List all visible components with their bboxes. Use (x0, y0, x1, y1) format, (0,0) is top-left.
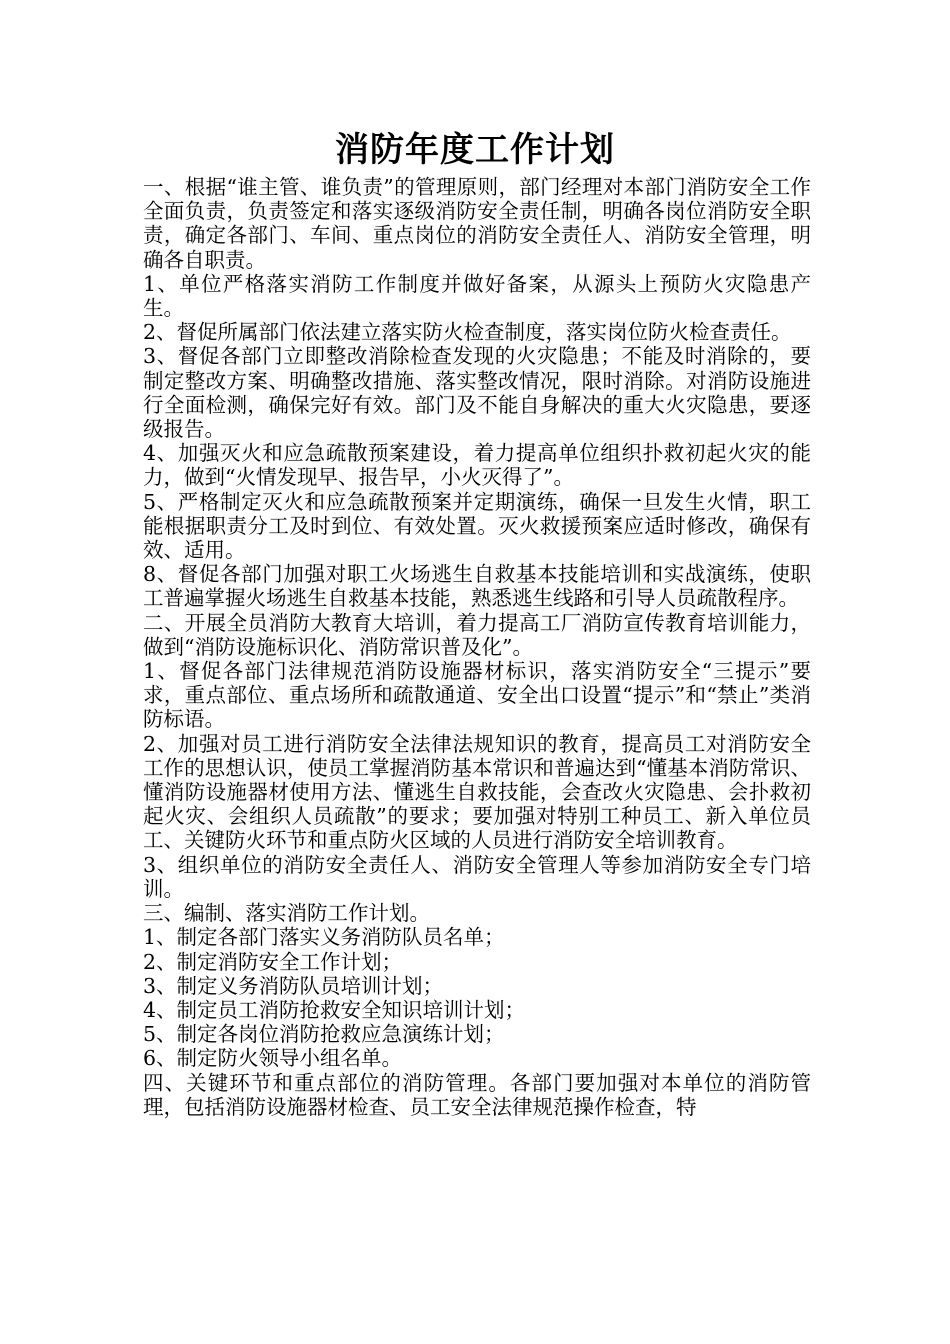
document-body (143, 175, 811, 1119)
paragraph-item: 2、督促所属部门依法建立落实防火检查制度，落实岗位防火检查责任。 (143, 320, 792, 345)
paragraph-section-4: 四、关键环节和重点部位的消防管理。各部门要加强对本单位的消防管理，包括消防设施器材检查、员工安全法律规范操作检查，特 (143, 1070, 811, 1119)
document-title: 消防年度工作计划 (335, 130, 615, 170)
paragraph-section-3: 三、编制、落实消防工作计划。 (143, 901, 430, 926)
paragraph-item: 4、制定员工消防抢救安全知识培训计划； (143, 997, 526, 1022)
paragraph-section-2: 二、开展全员消防大教育大培训，着力提高工厂消防宣传教育培训能力，做到“消防设施标识化、消防常识普及化”。 (143, 610, 811, 659)
paragraph-item: 3、组织单位的消防安全责任人、消防安全管理人等参加消防安全专门培训。 (143, 852, 811, 901)
paragraph-item: 3、督促各部门立即整改消除检查发现的火灾隐患；不能及时消除的，要制定整改方案、明确整改措施、落实整改情况，限时消除。对消防设施进行全面检测，确保完好有效。部门及不能自身解决的重大火灾隐患，要逐级报告。 (143, 344, 811, 442)
paragraph-item: 1、单位严格落实消防工作制度并做好备案，从源头上预防火灾隐患产生。 (143, 271, 811, 321)
paragraph-item: 3、制定义务消防队员培训计划； (143, 973, 444, 998)
paragraph-item: 1、督促各部门法律规范消防设施器材标识，落实消防安全“三提示”要求，重点部位、重点场所和疏散通道、安全出口设置“提示”和“禁止”类消防标语。 (143, 659, 811, 732)
paragraph-item: 1、制定各部门落实义务消防队员名单； (143, 925, 505, 950)
paragraph-item: 5、严格制定灭火和应急疏散预案并定期演练，确保一旦发生火情，职工能根据职责分工及时到位、有效处置。灭火救援预案应适时修改，确保有效、适用。 (143, 489, 811, 563)
paragraph-item: 5、制定各岗位消防抢救应急演练计划； (143, 1022, 505, 1047)
paragraph-item: 2、加强对员工进行消防安全法律法规知识的教育，提高员工对消防安全工作的思想认识，使员工掌握消防基本常识和普遍达到“懂基本消防常识、懂消防设施器材使用方法、懂逃生自救技能，会查改火灾隐患、会扑救初起火灾、会组织人员疏散”的要求；要加强对特别工种员工、新入单位员工、关键防火环节和重点防火区域的人员进行消防安全培训教育。 (143, 731, 811, 853)
paragraph-item: 4、加强灭火和应急疏散预案建设，着力提高单位组织扑救初起火灾的能力，做到“火情发现早、报告早，小火灭得了”。 (143, 441, 811, 490)
paragraph-item: 2、制定消防安全工作计划； (143, 949, 403, 974)
paragraph-item: 6、制定防火领导小组名单。 (143, 1046, 403, 1071)
paragraph-item: 8、督促各部门加强对职工火场逃生自救基本技能培训和实战演练，使职工普遍掌握火场逃生自救基本技能，熟悉逃生线路和引导人员疏散程序。 (143, 562, 811, 611)
paragraph-section-1: 一、根据“谁主管、谁负责”的管理原则，部门经理对本部门消防安全工作全面负责，负责签定和落实逐级消防安全责任制，明确各岗位消防安全职责，确定各部门、车间、重点岗位的消防安全责任人、消防安全管理，明确各自职责。 (143, 175, 811, 272)
